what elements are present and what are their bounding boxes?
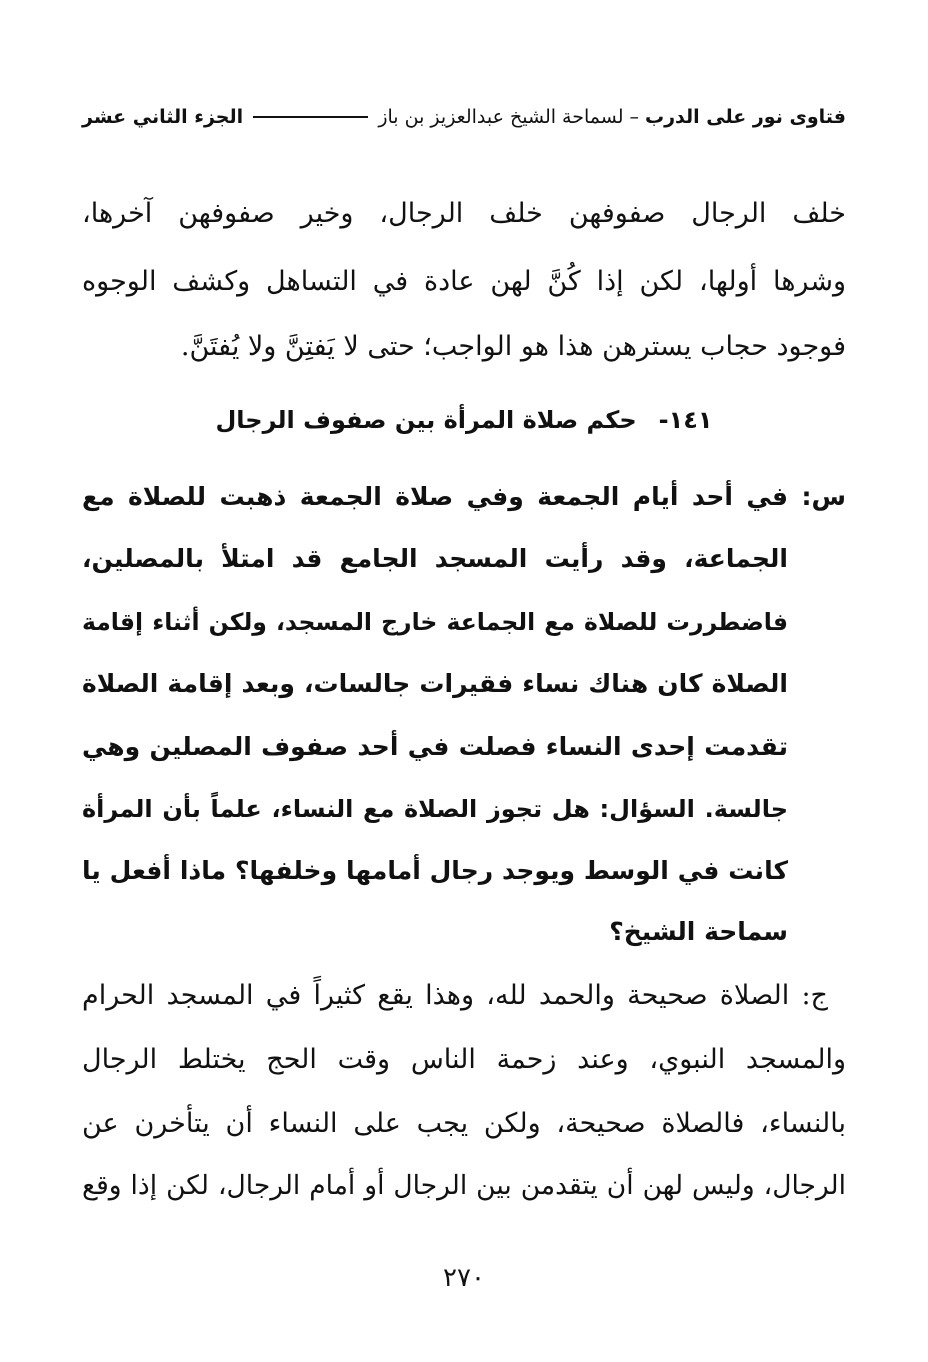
answer-line: الرجال، وليس لهن أن يتقدمن بين الرجال أو أمام الرجال، لكن إذا وقع xyxy=(82,1170,846,1201)
question-line: سماحة الشيخ؟ xyxy=(609,917,788,946)
volume-part: الجزء الثاني عشر xyxy=(82,106,244,128)
section-heading xyxy=(82,400,846,440)
paragraph-line: فوجود حجاب يسترهن هذا هو الواجب؛ حتى لا يَفتِنَّ ولا يُفتَنَّ. xyxy=(180,331,846,362)
page-number: ٢٧٠ xyxy=(443,1263,485,1293)
book-title: فتاوى نور على الدرب xyxy=(645,106,846,128)
section-number: ١٤١- xyxy=(658,406,713,434)
answer-line: بالنساء، فالصلاة صحيحة، ولكن يجب على النساء أن يتأخرن عن xyxy=(82,1108,846,1139)
question-line: جالسة. السؤال: هل تجوز الصلاة مع النساء، علماً بأن المرأة xyxy=(82,795,788,823)
answer-line: ج: الصلاة صحيحة والحمد لله، وهذا يقع كثيراً في المسجد الحرام xyxy=(82,980,828,1011)
paragraph-line: خلف الرجال صفوفهن خلف الرجال، وخير صفوفهن آخرها، xyxy=(82,198,846,229)
question-line: كانت في الوسط ويوجد رجال أمامها وخلفها؟ ماذا أفعل يا xyxy=(82,856,788,885)
question-line: الجماعة، وقد رأيت المسجد الجامع قد امتلأ بالمصلين، xyxy=(82,544,788,573)
question-line: تقدمت إحدى النساء فصلت في أحد صفوف المصلين وهي xyxy=(82,732,788,761)
header-rule xyxy=(253,116,368,118)
header-separator: – xyxy=(629,106,639,128)
author-name: لسماحة الشيخ عبدالعزيز بن باز xyxy=(378,106,624,128)
running-header xyxy=(82,100,846,134)
answer-line: والمسجد النبوي، وعند زحمة الناس وقت الحج يختلط الرجال xyxy=(82,1044,846,1075)
question-line: فاضطررت للصلاة مع الجماعة خارج المسجد، ولكن أثناء إقامة xyxy=(82,608,788,636)
question-line: س: في أحد أيام الجمعة وفي صلاة الجمعة ذهبت للصلاة مع xyxy=(82,482,846,511)
paragraph-line: وشرها أولها، لكن إذا كُنَّ لهن عادة في التساهل وكشف الوجوه xyxy=(82,266,846,297)
question-line: الصلاة كان هناك نساء فقيرات جالسات، وبعد إقامة الصلاة xyxy=(82,669,788,698)
section-title: حكم صلاة المرأة بين صفوف الرجال xyxy=(215,406,637,434)
